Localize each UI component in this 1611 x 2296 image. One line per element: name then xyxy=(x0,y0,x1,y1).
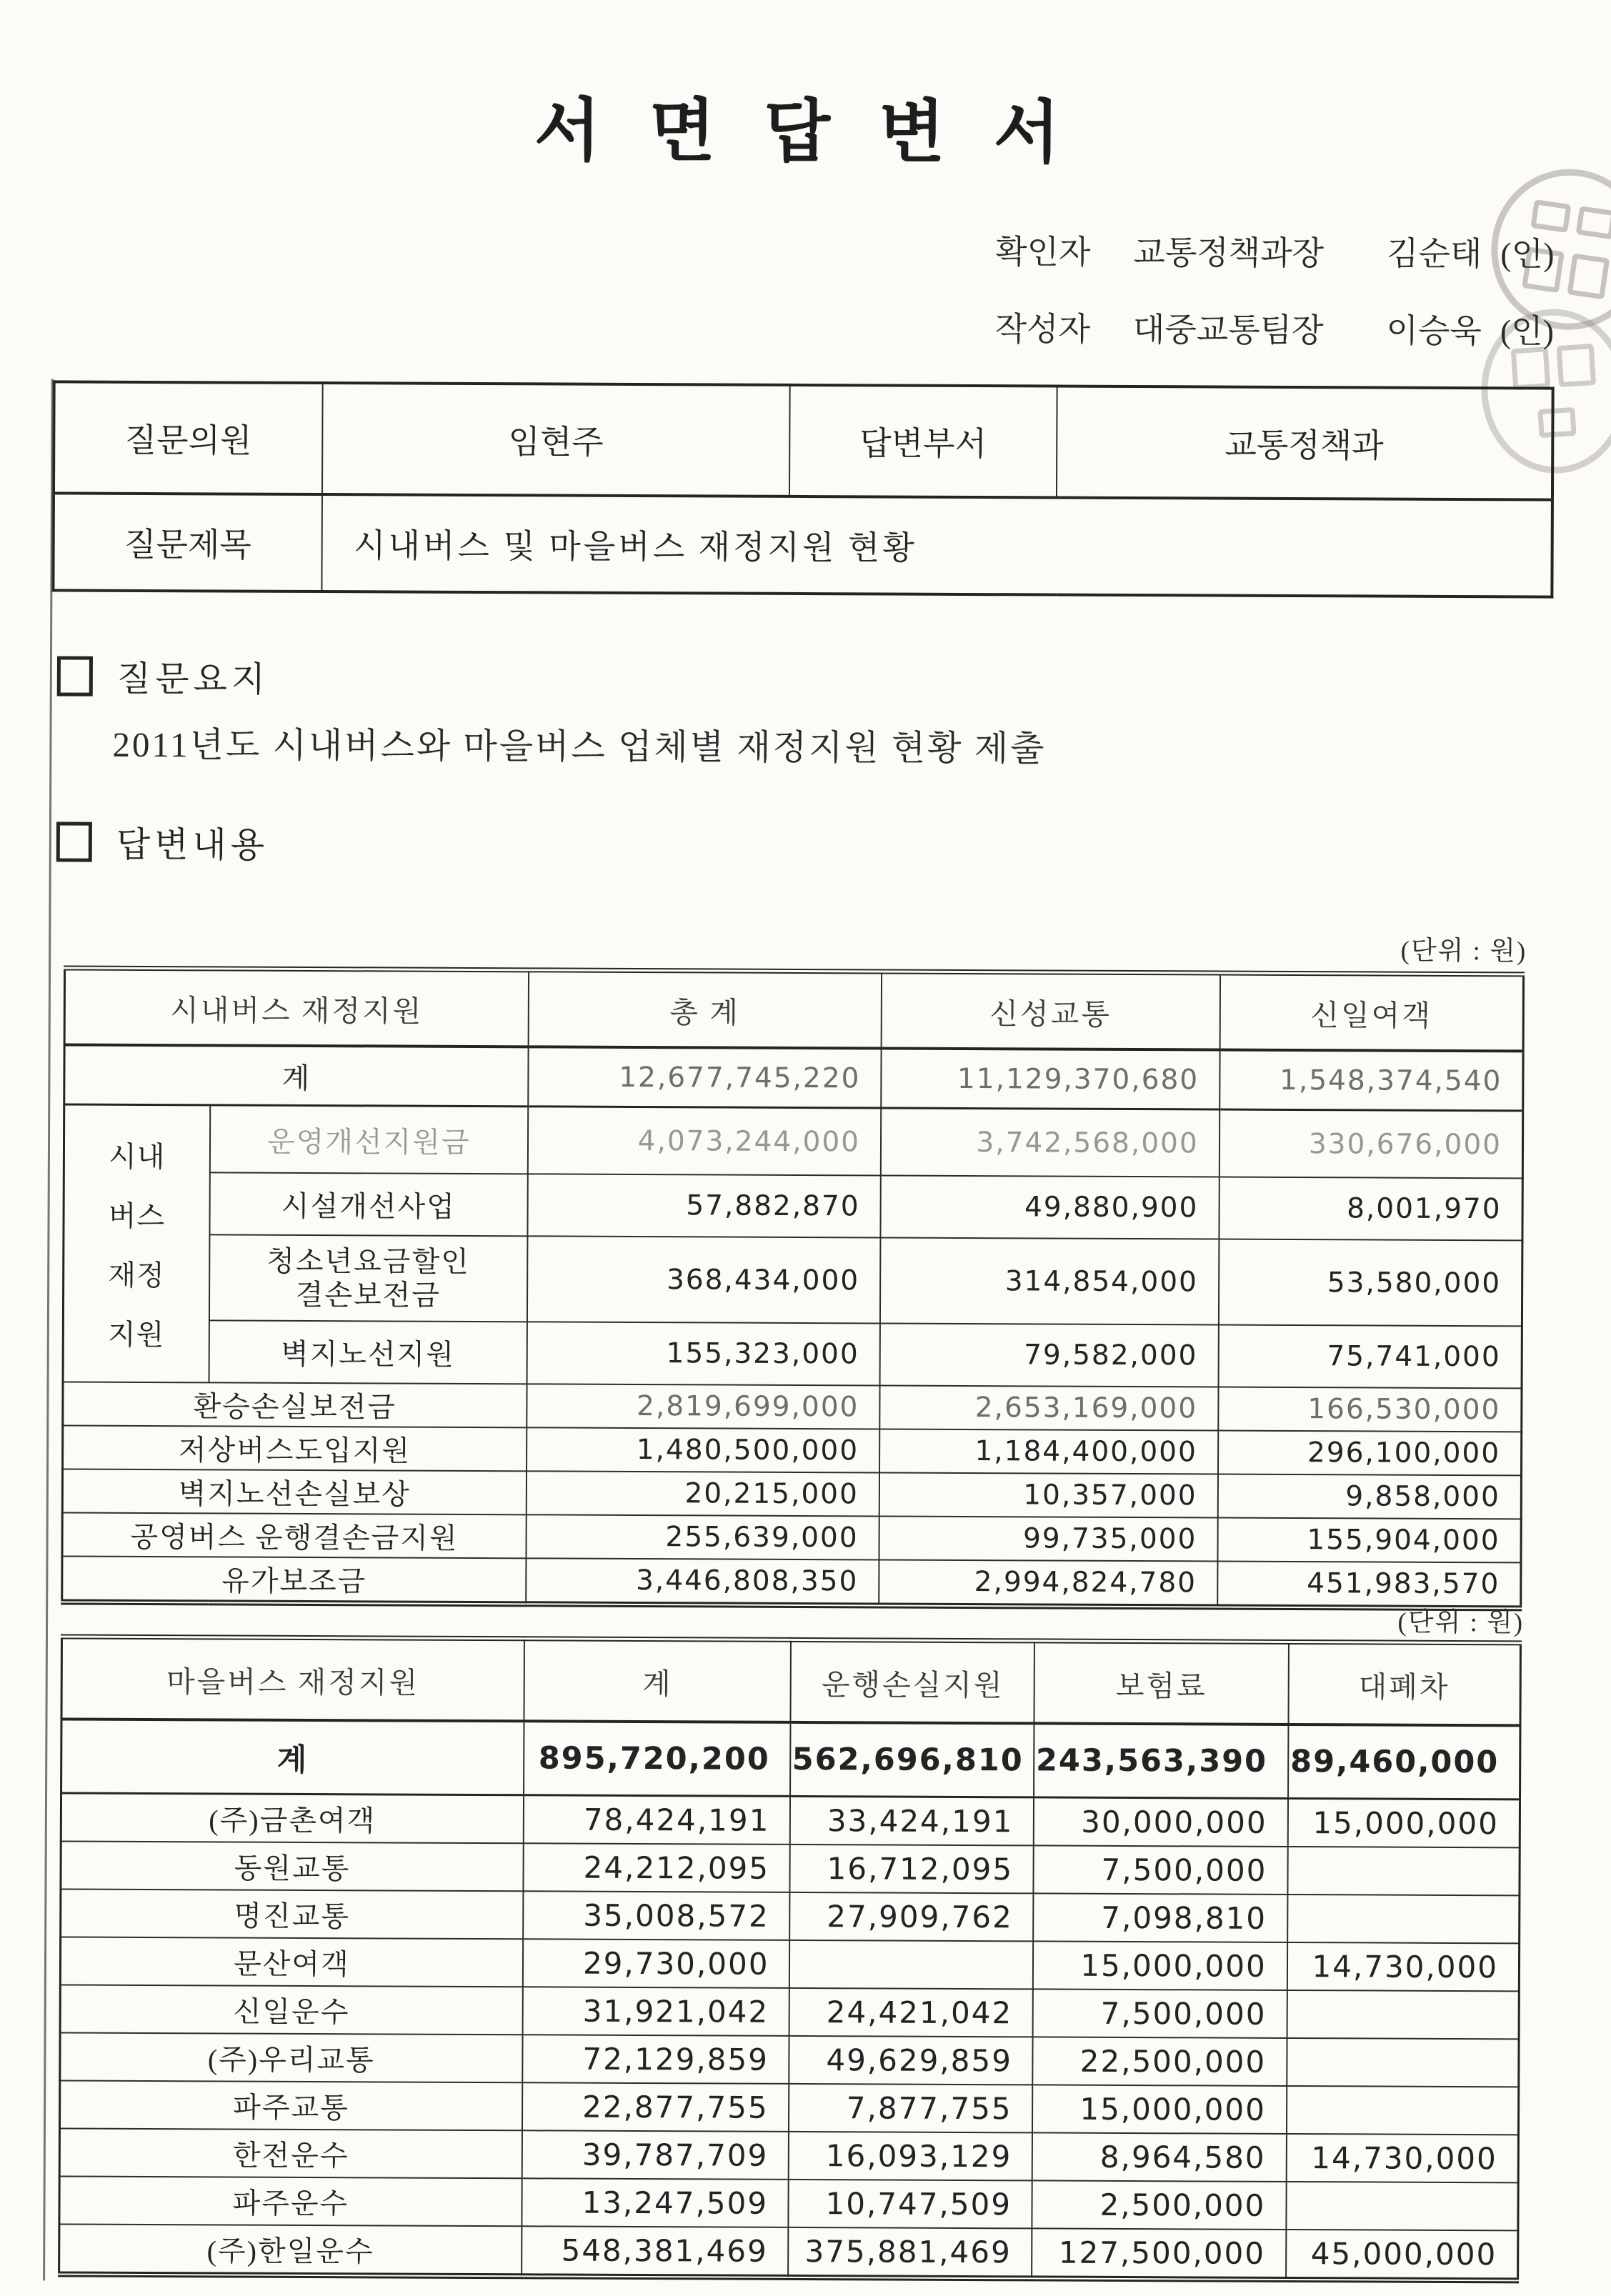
value-cell: 2,653,169,000 xyxy=(879,1385,1218,1430)
value-cell: 368,434,000 xyxy=(527,1236,881,1323)
value-cell: 9,858,000 xyxy=(1217,1474,1521,1519)
value-cell: 2,994,824,780 xyxy=(879,1559,1217,1607)
table-row xyxy=(54,381,1553,499)
value-cell: 375,881,469 xyxy=(789,2227,1032,2278)
table-row xyxy=(62,1512,1521,1562)
checkbox-icon xyxy=(57,656,93,696)
value-cell: 548,381,469 xyxy=(522,2226,789,2277)
value-cell xyxy=(1287,1990,1519,2039)
header-cell: 신성교통 xyxy=(882,972,1220,1050)
header-cell: 마을버스 재정지원 xyxy=(61,1637,524,1721)
table-row xyxy=(59,2176,1518,2230)
value-cell: 27,909,762 xyxy=(790,1892,1034,1941)
company-name-cell: 파주운수 xyxy=(59,2176,522,2226)
value-cell: 53,580,000 xyxy=(1219,1239,1522,1327)
table-row xyxy=(61,1841,1520,1895)
value-cell: 31,921,042 xyxy=(522,1987,789,2036)
value-cell: 30,000,000 xyxy=(1034,1797,1288,1847)
value-cell: 29,730,000 xyxy=(523,1939,790,1988)
company-name-cell: 한전운수 xyxy=(59,2128,522,2178)
group-label-line: 시내 xyxy=(109,1140,166,1174)
table-row xyxy=(62,1556,1521,1608)
header-cell: 총 계 xyxy=(528,970,882,1049)
scan-fold-line xyxy=(43,379,54,2280)
value-cell: 15,000,000 xyxy=(1033,1941,1287,1990)
table-row xyxy=(64,1172,1522,1241)
value-cell: 314,854,000 xyxy=(880,1238,1219,1325)
row-label-cell: 벽지노선손실보상 xyxy=(62,1469,527,1514)
page-title: 서 면 답 변 서 xyxy=(534,92,1076,171)
row-label-cell: 운영개선지원금 xyxy=(210,1105,529,1174)
table-row xyxy=(60,1985,1519,2039)
header-cell: 운행손실지원 xyxy=(791,1639,1035,1723)
value-cell: 8,964,580 xyxy=(1032,2132,1287,2182)
group-label-line: 버스 xyxy=(108,1199,166,1233)
value-cell: 7,500,000 xyxy=(1033,1989,1287,2038)
value-cell: 99,735,000 xyxy=(879,1516,1217,1561)
value-cell: 7,500,000 xyxy=(1034,1845,1288,1895)
table-row xyxy=(63,1425,1522,1475)
company-name-cell: (주)우리교통 xyxy=(60,2032,523,2082)
subject-label-cell: 질문제목 xyxy=(53,493,321,592)
row-label-cell: 환승손실보전금 xyxy=(63,1382,527,1427)
value-cell: 1,548,374,540 xyxy=(1220,1050,1523,1111)
value-cell: 127,500,000 xyxy=(1032,2228,1287,2280)
unit-note: (단위 : 원) xyxy=(1397,1607,1525,1638)
table-header-row xyxy=(61,1637,1520,1725)
row-label-cell: 공영버스 운행결손금지원 xyxy=(62,1512,527,1558)
value-cell xyxy=(1287,2086,1519,2135)
value-cell: 1,184,400,000 xyxy=(879,1429,1218,1474)
total-row xyxy=(61,1719,1520,1799)
value-cell: 3,742,568,000 xyxy=(881,1108,1220,1177)
approver-seal-mark: (인) xyxy=(1500,313,1555,350)
question-summary-text: 2011년도 시내버스와 마을버스 업체별 재정지원 현황 제출 xyxy=(112,724,1047,769)
approver-seal-mark: (인) xyxy=(1500,236,1555,273)
approver-name: 이승욱 xyxy=(1386,312,1482,350)
group-label-line: 재정 xyxy=(108,1259,165,1292)
approval-line-confirmer xyxy=(995,214,1555,293)
company-name-cell: 신일운수 xyxy=(60,1985,523,2035)
approver-position: 교통정책과장 xyxy=(1133,234,1325,272)
value-cell xyxy=(1287,1847,1520,1895)
value-cell: 10,357,000 xyxy=(879,1472,1218,1517)
header-cell: 보험료 xyxy=(1034,1641,1289,1725)
value-cell: 33,424,191 xyxy=(790,1796,1034,1845)
value-cell: 155,904,000 xyxy=(1217,1518,1521,1563)
value-cell: 89,460,000 xyxy=(1288,1725,1520,1800)
table-row xyxy=(60,2032,1519,2087)
approval-block xyxy=(994,214,1554,370)
value-cell: 8,001,970 xyxy=(1219,1177,1522,1241)
approver-role: 작성자 xyxy=(994,311,1091,348)
questioner-label-cell: 질문의원 xyxy=(54,381,322,494)
value-cell: 39,787,709 xyxy=(522,2130,789,2180)
row-label-cell: 계 xyxy=(64,1044,529,1106)
question-info-table xyxy=(51,380,1554,598)
questioner-cell: 임현주 xyxy=(322,383,790,496)
value-cell: 35,008,572 xyxy=(523,1891,790,1940)
value-cell: 155,323,000 xyxy=(527,1322,880,1385)
value-cell: 2,819,699,000 xyxy=(527,1384,879,1429)
header-cell: 시내버스 재정지원 xyxy=(64,968,529,1047)
table-row xyxy=(59,2128,1518,2182)
value-cell: 451,983,570 xyxy=(1217,1562,1521,1609)
table-row xyxy=(63,1319,1522,1388)
value-cell: 3,446,808,350 xyxy=(526,1558,879,1605)
table-row xyxy=(61,1793,1520,1847)
total-row xyxy=(64,1044,1523,1110)
value-cell: 10,747,509 xyxy=(789,2180,1032,2228)
approver-role: 확인자 xyxy=(995,234,1091,271)
seal-glyph xyxy=(1567,253,1610,299)
approver-position: 대중교통팀장 xyxy=(1132,311,1324,349)
seal-glyph xyxy=(1576,206,1611,239)
value-cell: 895,720,200 xyxy=(524,1721,791,1796)
value-cell: 12,677,745,220 xyxy=(528,1047,882,1108)
company-name-cell: (주)금촌여객 xyxy=(61,1793,524,1843)
value-cell: 562,696,810 xyxy=(791,1722,1034,1797)
value-cell: 78,424,191 xyxy=(524,1795,791,1845)
city-bus-support-table xyxy=(61,965,1525,1611)
value-cell xyxy=(1286,2182,1518,2230)
row-label-cell: 벽지노선지원 xyxy=(209,1320,527,1384)
value-cell: 57,882,870 xyxy=(527,1174,881,1237)
company-name-cell: (주)한일운수 xyxy=(59,2224,522,2276)
value-cell: 22,500,000 xyxy=(1033,2037,1287,2086)
company-name-cell: 파주교통 xyxy=(59,2080,522,2130)
value-cell: 49,880,900 xyxy=(880,1176,1219,1239)
value-cell: 75,741,000 xyxy=(1218,1325,1522,1389)
value-cell: 16,093,129 xyxy=(789,2132,1032,2180)
section-heading: 답변내용 xyxy=(116,824,269,865)
section-heading: 질문요지 xyxy=(116,659,270,699)
value-cell xyxy=(1287,2038,1519,2087)
value-cell: 79,582,000 xyxy=(880,1323,1219,1387)
table-row xyxy=(63,1234,1522,1327)
table-row xyxy=(59,2080,1518,2135)
company-name-cell: 명진교통 xyxy=(61,1889,524,1939)
value-cell: 15,000,000 xyxy=(1288,1798,1520,1847)
header-cell: 신일여객 xyxy=(1220,973,1523,1051)
value-cell: 14,730,000 xyxy=(1287,1942,1520,1991)
table-row xyxy=(63,1382,1522,1432)
row-label-cell: 청소년요금할인 결손보전금 xyxy=(209,1234,528,1322)
header-cell: 대폐차 xyxy=(1288,1642,1520,1725)
value-cell: 72,129,859 xyxy=(522,2035,789,2084)
answer-section xyxy=(56,817,269,867)
seal-glyph xyxy=(1556,343,1596,386)
village-bus-support-table xyxy=(58,1634,1522,2283)
value-cell: 22,877,755 xyxy=(522,2082,789,2132)
value-cell xyxy=(789,1940,1033,1989)
value-cell: 7,098,810 xyxy=(1034,1893,1288,1942)
checkbox-icon xyxy=(56,822,92,862)
table-row xyxy=(53,493,1552,597)
value-cell: 296,100,000 xyxy=(1218,1431,1522,1476)
value-cell: 20,215,000 xyxy=(527,1471,879,1516)
company-name-cell: 동원교통 xyxy=(61,1841,524,1891)
value-cell: 255,639,000 xyxy=(526,1514,879,1559)
department-label-cell: 답변부서 xyxy=(789,385,1057,498)
row-label-cell: 계 xyxy=(61,1719,524,1795)
header-cell: 계 xyxy=(524,1639,791,1722)
value-cell: 24,212,095 xyxy=(523,1843,790,1892)
value-cell: 330,676,000 xyxy=(1220,1109,1523,1178)
approver-name: 김순태 xyxy=(1386,235,1482,273)
table-header-row xyxy=(64,968,1523,1051)
value-cell: 13,247,509 xyxy=(522,2178,789,2227)
approval-line-author xyxy=(994,291,1554,370)
row-label-cell: 저상버스도입지원 xyxy=(63,1425,527,1471)
value-cell: 1,480,500,000 xyxy=(527,1427,879,1472)
value-cell: 4,073,244,000 xyxy=(528,1107,882,1176)
value-cell: 166,530,000 xyxy=(1218,1387,1522,1432)
group-label-line: 지원 xyxy=(107,1318,165,1352)
table-row xyxy=(61,1889,1520,1943)
table-row xyxy=(62,1469,1521,1519)
value-cell: 11,129,370,680 xyxy=(881,1048,1220,1109)
value-cell: 7,877,755 xyxy=(789,2084,1032,2132)
row-label-cell: 유가보조금 xyxy=(62,1556,527,1604)
subject-cell: 시내버스 및 마을버스 재정지원 현황 xyxy=(321,494,1552,597)
value-cell: 24,421,042 xyxy=(789,1988,1033,2037)
value-cell: 2,500,000 xyxy=(1032,2180,1287,2230)
value-cell: 49,629,859 xyxy=(789,2036,1033,2085)
unit-note: (단위 : 원) xyxy=(1400,936,1527,967)
value-cell: 45,000,000 xyxy=(1286,2230,1518,2280)
table-row xyxy=(60,1937,1519,1991)
value-cell: 243,563,390 xyxy=(1034,1723,1289,1798)
value-cell: 14,730,000 xyxy=(1286,2134,1518,2182)
table-row xyxy=(64,1104,1522,1179)
value-cell xyxy=(1287,1895,1520,1943)
question-summary-section xyxy=(57,651,270,702)
company-name-cell: 문산여객 xyxy=(60,1937,523,1987)
group-label-cell xyxy=(63,1104,210,1382)
value-cell: 16,712,095 xyxy=(790,1845,1034,1893)
department-cell: 교통정책과 xyxy=(1056,386,1552,500)
table-row xyxy=(59,2224,1518,2280)
row-label-cell: 시설개선사업 xyxy=(209,1173,528,1237)
value-cell: 15,000,000 xyxy=(1032,2085,1287,2134)
